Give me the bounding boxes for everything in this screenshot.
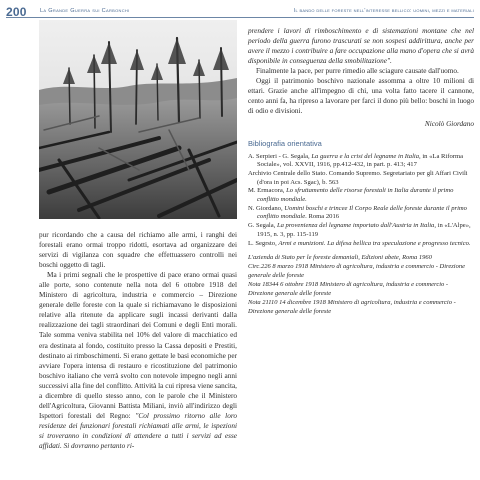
entry-title: Lo sfruttamento delle risorse forestali in Italia durante il primo conflitto mondiale. bbox=[257, 187, 454, 204]
entry-details: . Roma 2016 bbox=[305, 213, 340, 221]
source-entry: L'azienda di Stato per le foreste demaniali, Edizioni abete, Roma 1960 bbox=[248, 254, 432, 262]
bibliography-entry bbox=[248, 170, 474, 187]
archival-sources bbox=[248, 254, 474, 316]
page-header bbox=[0, 0, 480, 18]
bibliography-entry bbox=[248, 153, 474, 170]
quote-text: "Col prossimo ritorno alle loro residenze dei funzionari forestali richiamati alle armi, le ispezioni si troveranno in condizioni di attendere a tutti i servizi ad esse affidati. Si dovranno pertanto ri- bbox=[39, 411, 238, 450]
entry-author: M. Ermacora, bbox=[248, 187, 287, 195]
header-rule bbox=[6, 17, 474, 18]
entry-details: , in «La Riforma Sociale», vol. XXVII, 1916, pp.412-432, in part. p. 413; 417 bbox=[257, 152, 463, 169]
entry-author: L. Segrsto, bbox=[248, 239, 279, 247]
source-entry: Nota 21110 14 dicembre 1918 Ministero di agricoltura, industria e commercio - Direzione generale delle foreste bbox=[248, 298, 456, 315]
entry-title: La provenienza del legname importato dall'Austria in Italia bbox=[276, 222, 435, 230]
paragraph bbox=[39, 270, 237, 451]
source-entry: Nota 18344 6 ottobre 1918 Ministero di agricoltura, industria e commercio - Direzione generale delle foreste bbox=[248, 280, 449, 297]
forest-clearing-photo bbox=[39, 20, 237, 219]
bibliography-entry bbox=[248, 205, 474, 222]
bibliography-entry bbox=[248, 240, 474, 249]
paragraph-text: Ma i primi segnali che le prospettive di pace erano ormai quasi alle porte, sono contenute nella nota del 6 ottobre 1918 del Ministero di agricoltura, industria e commercio – Direzione generale delle foreste con la quale si richiamavano le disposizioni relative alla ritenute da applicare sugli incassi derivanti dalla realizzazione dei tagli straordinari dei Comuni e degli Enti morali. Tale somma veniva stabilita nel 10% del valore di macchiatico ed era destinata al fondo, costituito presso la Cassa depositi e Prestiti, destinato ai rimboschimenti. Si erano gettate le basi economiche per avviare l'opera intensa di restauro e ricostituzione del patrimonio boschivo italiano che verrà svolto con notevole impegno negli anni successivi alla fine del conflitto. Attività la cui ripresa viene sancita, a dicembre di quello stesso anno, con le parole che il Ministero dell'Agricoltura, Giovanni Battista Miliani, inviò all'indirizzo degli Ispettori forestali del Regno: bbox=[39, 271, 237, 420]
paragraph: Finalmente la pace, per purre rimedio alle sciagure causate dall'uomo. bbox=[256, 67, 459, 76]
quote-continuation: prendere i lavori di rimboschimento e di sistemazioni montane che nel periodo della guerra furono trascurati se non sospesi addirittura, anche per avere il mezzo i contribuire a fare occupazione alla mano d'opera che si avrà disponibile in conseguenza della smobilitazione". bbox=[248, 27, 474, 66]
paragraph: Oggi il patrimonio boschivo nazionale assomma a oltre 10 milioni di ettari. Grazie anche all'impegno di chi, una volta fatto tacere il cannone, cento anni fa, ha ripreso a lavorare per farci il dono più bello: boschi in luogo di odio e divisioni. bbox=[248, 77, 474, 116]
bibliography-entry bbox=[248, 187, 474, 204]
right-column-text bbox=[248, 26, 474, 317]
source-entry: Circ.226 8 marzo 1918 Ministero di agricoltura, industria e commercio - Direzione generale delle foreste bbox=[248, 263, 465, 280]
entry-author: G. Segala, bbox=[248, 222, 277, 230]
entry-author: N. Giordano, bbox=[248, 204, 285, 212]
left-column-text bbox=[39, 230, 237, 451]
entry-title: La guerra e la crisi del legname in Italia bbox=[311, 152, 420, 160]
chapter-title: Il bando delle foreste nell'interesse bellico: uomini, mezzi e materiali bbox=[293, 8, 474, 14]
bibliography-title: Bibliografia orientativa bbox=[248, 139, 322, 149]
bibliography-entry bbox=[248, 222, 474, 239]
author-signature: Nicolò Giordano bbox=[424, 120, 474, 129]
entry-title: Armi e munizioni. La difesa bellica tra speculazione e progresso tecnico. bbox=[278, 239, 471, 247]
entry-author: A. Serpieri - G. Segala, bbox=[248, 152, 312, 160]
entry-details: , in «L'Alpe», 1915, n. 3, pp. 115-119 bbox=[257, 222, 471, 238]
entry-title: Uomini boschi e trincee Il Corpo Reale delle foreste durante il primo conflitto mondiale bbox=[257, 204, 467, 221]
bibliography-list bbox=[248, 153, 474, 249]
book-title: La Grande Guerra sui Carbonchi bbox=[40, 8, 130, 14]
page-number: 200 bbox=[6, 5, 27, 19]
entry-author: Archivio Centrale dello Stato. Comando Supremo. Segretariato per gli Affari Civili (d'ora in poi Acs. Sgac), b. 563 bbox=[248, 169, 468, 186]
paragraph: pur ricordando che a causa del richiamo alle armi, i ranghi dei forestali erano ormai troppo ridotti, esortava ad organizzare dei servizi di vigilanza con squadre che effettuassero controlli nei boschi oggetto di tagli. bbox=[39, 231, 237, 270]
